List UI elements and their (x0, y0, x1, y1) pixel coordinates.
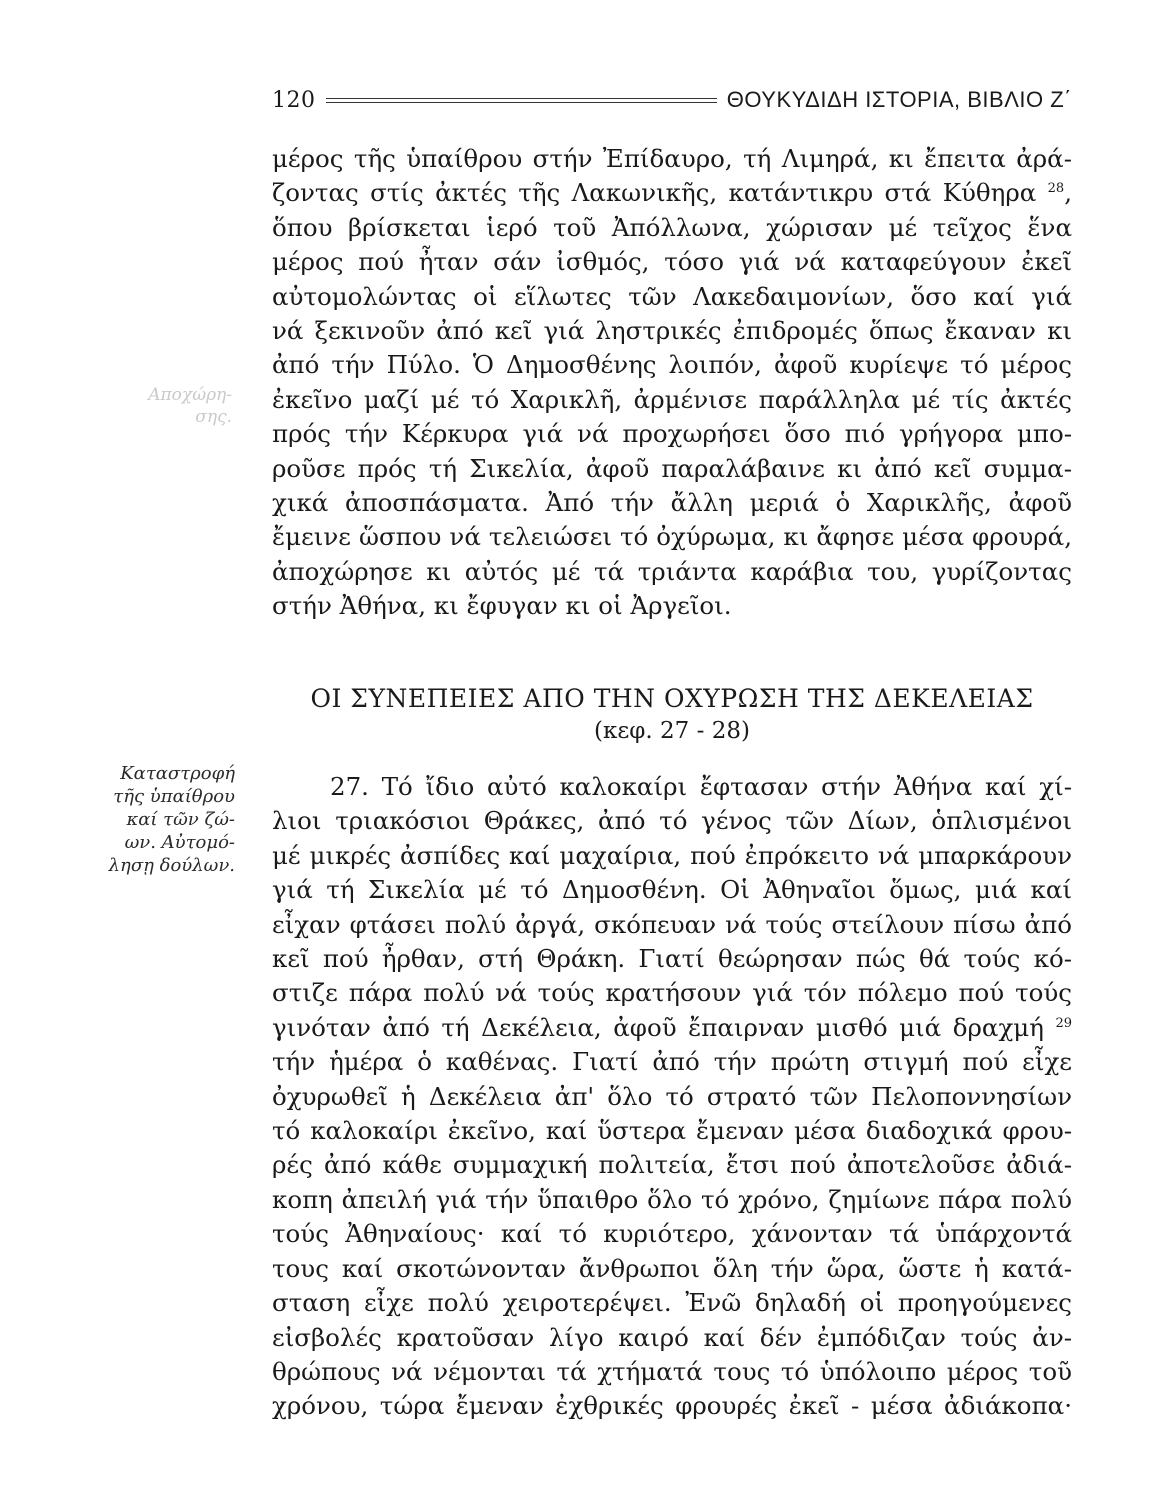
text-line: νά ξεκινοῦν ἀπό κεῖ γιά ληστρικές ἐπιδρομές ὅπως ἔκαναν κι (272, 316, 1072, 346)
text-line-content: γινόταν ἀπό τή Δεκέλεια, ἀφοῦ ἔπαιρναν μισθό μιά δραχμή (272, 1012, 1044, 1042)
running-title: ΘΟΥΚΥΔΙΔΗ ΙΣΤΟΡΙΑ, ΒΙΒΛΙΟ Ζ΄ (726, 87, 1072, 112)
text-line: ἐκεῖνο μαζί μέ τό Χαρικλῆ, ἀρμένισε παράλληλα μέ τίς ἀκτές (272, 384, 1072, 414)
text-line: τό καλοκαίρι ἐκεῖνο, καί ὕστερα ἔμεναν μέσα διαδοχικά φρου- (272, 1116, 1072, 1146)
text-line: αὐτομολώντας οἱ εἵλωτες τῶν Λακεδαιμονίων, ὅσο καί γιά (272, 281, 1072, 311)
text-line: εἶχαν φτάσει πολύ ἀργά, σκόπευαν νά τούς στείλουν πίσω ἀπό (272, 909, 1072, 939)
margin-note-line: Καταστροφή (120, 763, 235, 784)
text-line-content: ζοντας στίς ἀκτές τῆς Λακωνικῆς, κατάντικρυ στά Κύθηρα (272, 178, 1037, 208)
text-line: ρές ἀπό κάθε συμμαχική πολιτεία, ἔτσι πού ἀποτελοῦσε ἀδιά- (272, 1150, 1072, 1180)
text-line: μέ μικρές ἀσπίδες καί μαχαίρια, πού ἐπρόκειτο νά μπαρκάρουν (272, 840, 1072, 870)
header-rule (326, 98, 717, 103)
text-line: τήν ἡμέρα ὁ καθένας. Γιατί ἀπό τήν πρώτη στιγμή πού εἶχε (272, 1047, 1072, 1077)
text-line: ὅπου βρίσκεται ἱερό τοῦ Ἀπόλλωνα, χώρισαν μέ τεῖχος ἕνα (272, 212, 1072, 242)
margin-note-line: ων. Αὐτομό- (124, 832, 235, 853)
text-line: ζοντας στίς ἀκτές τῆς Λακωνικῆς, κατάντικρυ στά Κύθηρα $^{28}$, (272, 178, 1072, 208)
page-number: 120 (272, 87, 316, 113)
faded-margin-note-line: σης. (195, 407, 232, 427)
text-line: ἀποχώρησε κι αὐτός μέ τά τριάντα καράβια του, γυρίζοντας (272, 556, 1072, 586)
margin-note (75, 762, 235, 877)
text-line: στήν Ἀθήνα, κι ἔφυγαν κι οἱ Ἀργεῖοι. (272, 591, 732, 621)
faded-margin-note (112, 384, 232, 428)
margin-note-line: λησῃ δούλων. (108, 855, 235, 876)
paragraph-27 (272, 770, 1072, 1424)
text-line: ἀπό τήν Πύλο. Ὁ Δημοσθένης λοιπόν, ἀφοῦ κυρίεψε τό μέρος (272, 350, 1072, 380)
faded-margin-note-line: Αποχώρη- (148, 385, 232, 405)
text-line: μέρος πού ἦταν σάν ἰσθμός, τόσο γιά νά καταφεύγουν ἐκεῖ (272, 247, 1072, 277)
footnote-marker-28: 28 (1047, 181, 1065, 197)
section-title: ΟΙ ΣΥΝΕΠΕΙΕΣ ΑΠΟ ΤΗΝ ΟΧΥΡΩΣΗ ΤΗΣ ΔΕΚΕΛΕΙΑΣ (310, 684, 1034, 713)
page-header (272, 80, 1072, 120)
text-line: γιά τή Σικελία μέ τό Δημοσθένη. Οἱ Ἀθηναῖοι ὅμως, μιά καί (272, 875, 1072, 905)
text-line: κοπη ἀπειλή γιά τήν ὕπαιθρο ὅλο τό χρόνο, ζημίωνε πάρα πολύ (272, 1184, 1072, 1214)
margin-note-line: τῆς ὑπαίθρου (113, 786, 235, 807)
text-line: λιοι τριακόσιοι Θράκες, ἀπό τό γένος τῶν Δίων, ὁπλισμένοι (272, 806, 1072, 836)
text-line: χικά ἀποσπάσματα. Ἀπό τήν ἄλλη μεριά ὁ Χαρικλῆς, ἀφοῦ (272, 488, 1072, 518)
text-line: στιζε πάρα πολύ νά τούς κρατήσουν γιά τόν πόλεμο πού τούς (272, 978, 1072, 1008)
text-line: μέρος τῆς ὑπαίθρου στήν Ἐπίδαυρο, τή Λιμηρά, κι ἔπειτα ἀρά- (272, 144, 1072, 173)
text-line: χρόνου, τώρα ἔμεναν ἐχθρικές φρουρές ἐκεῖ - μέσα ἀδιάκοπα· (272, 1391, 1072, 1421)
text-line: 27. Τό ἴδιο αὐτό καλοκαίρι ἔφτασαν στήν Ἀθήνα καί χί- (330, 772, 1072, 801)
text-line: ὀχυρωθεῖ ἡ Δεκέλεια ἀπ' ὅλο τό στρατό τῶν Πελοποννησίων (272, 1081, 1072, 1111)
text-line: εἰσβολές κρατοῦσαν λίγο καιρό καί δέν ἐμπόδιζαν τούς ἀν- (272, 1322, 1072, 1352)
text-line: σταση εἶχε πολύ χειροτερέψει. Ἐνῶ δηλαδή οἱ προηγούμενες (272, 1288, 1072, 1318)
text-line: πρός τήν Κέρκυρα γιά νά προχωρήσει ὅσο πιό γρήγορα μπο- (272, 419, 1072, 449)
text-line: ἔμεινε ὥσπου νά τελειώσει τό ὀχύρωμα, κι ἄφησε μέσα φρουρά, (272, 522, 1072, 552)
text-line: θρώπους νά νέμονται τά χτήματά τους τό ὑπόλοιπο μέρος τοῦ (272, 1356, 1072, 1386)
text-line: ροῦσε πρός τή Σικελία, ἀφοῦ παραλάβαινε κι ἀπό κεῖ συμμα- (272, 453, 1072, 483)
text-line: κεῖ πού ἦρθαν, στή Θράκη. Γιατί θεώρησαν πώς θά τούς κό- (272, 944, 1072, 974)
footnote-marker-29: 29 (1055, 1015, 1072, 1031)
text-line: τούς Ἀθηναίους· καί τό κυριότερο, χάνονταν τά ὑπάρχοντά (272, 1219, 1072, 1249)
paragraph-continued (272, 142, 1072, 624)
margin-note-line: καί τῶν ζώ- (126, 809, 235, 830)
text-line: τους καί σκοτώνονταν ἄνθρωποι ὅλη τήν ὥρα, ὥστε ἡ κατά- (272, 1253, 1072, 1283)
section-heading (272, 683, 1072, 747)
text-line (272, 1011, 1072, 1045)
section-chapters: (κεφ. 27 - 28) (594, 718, 750, 744)
